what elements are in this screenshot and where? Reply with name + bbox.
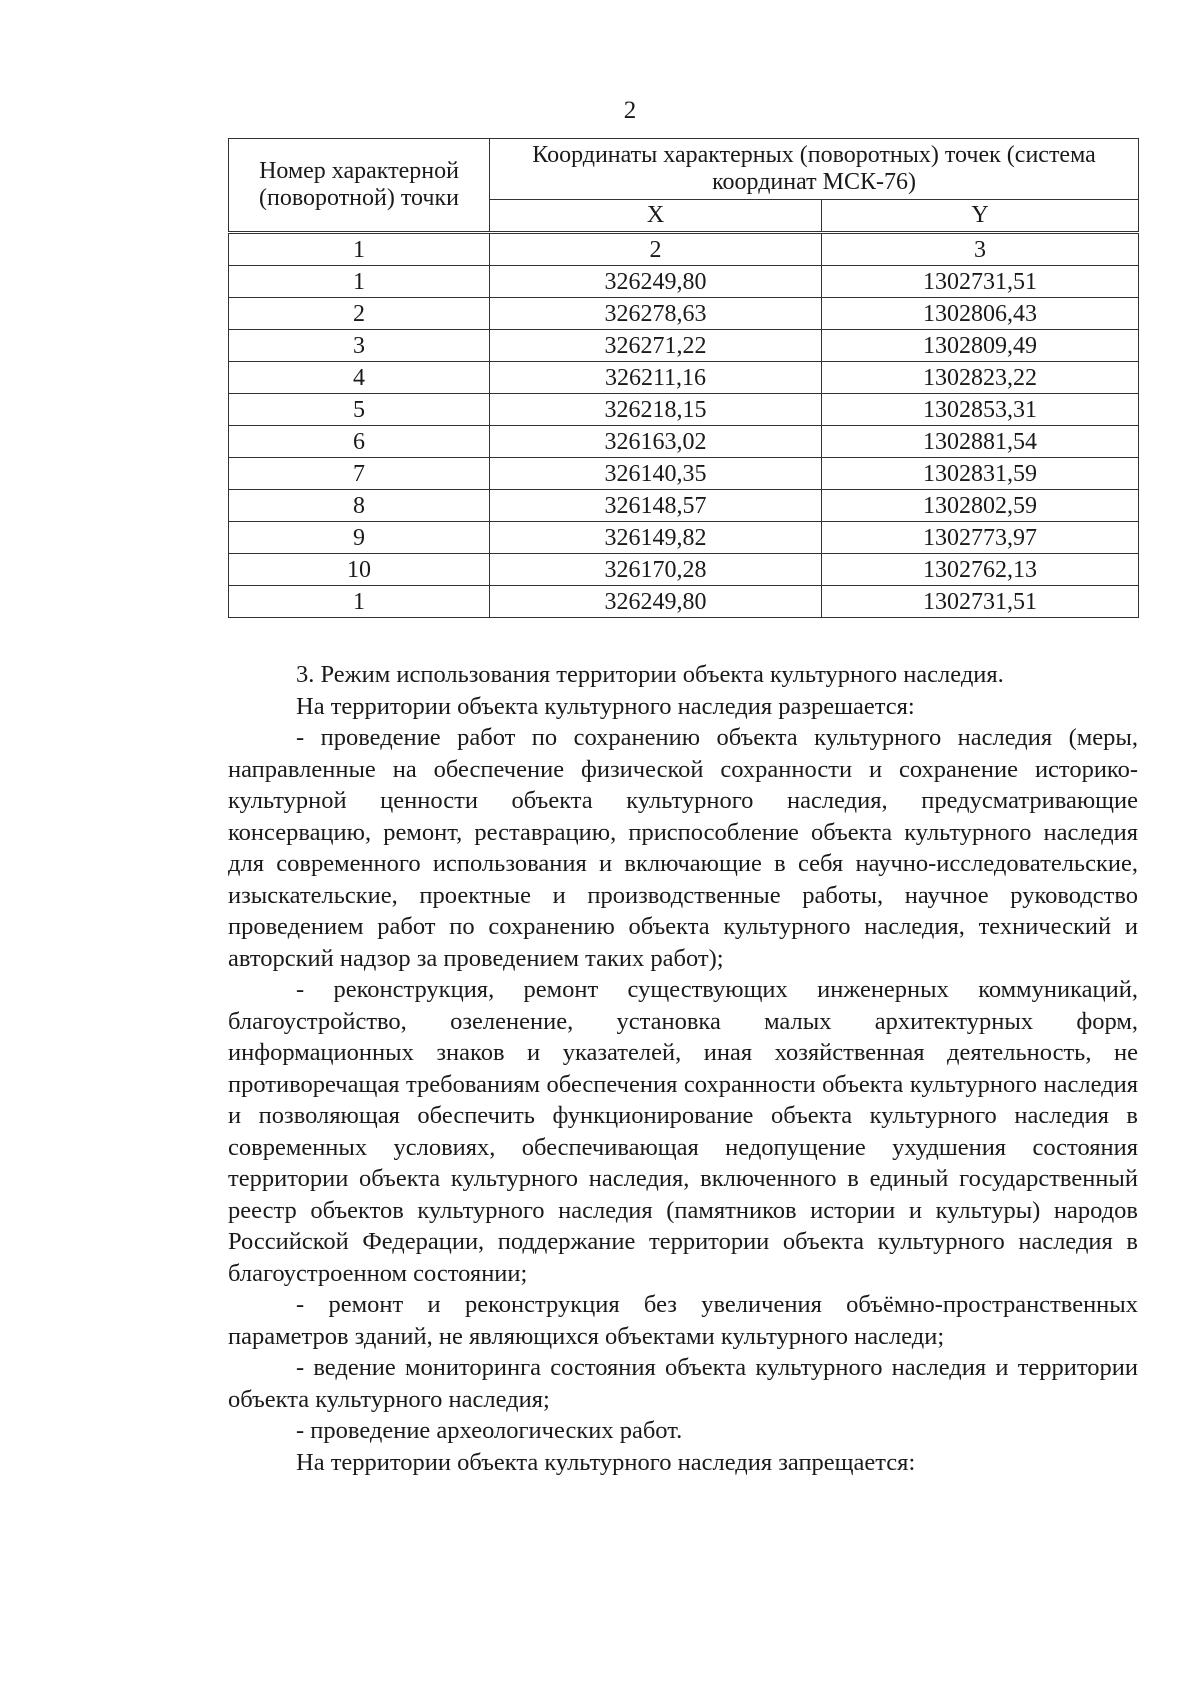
x-coordinate-cell: 326249,80 [490, 266, 822, 298]
header-x: X [490, 200, 822, 233]
column-index-row [229, 233, 1139, 266]
table-row [229, 522, 1139, 554]
table-row [229, 490, 1139, 522]
page-number: 2 [623, 97, 637, 124]
y-coordinate-cell: 1302731,51 [822, 266, 1139, 298]
x-coordinate-cell: 326163,02 [490, 426, 822, 458]
x-coordinate-cell: 326148,57 [490, 490, 822, 522]
point-number-cell: 1 [229, 586, 490, 618]
x-coordinate-cell: 326140,35 [490, 458, 822, 490]
header-y: Y [822, 200, 1139, 233]
x-coordinate-cell: 326170,28 [490, 554, 822, 586]
header-coordinates: Координаты характерных (поворотных) точек (система координат МСК-76) [490, 139, 1139, 200]
x-coordinate-cell: 326271,22 [490, 330, 822, 362]
y-coordinate-cell: 1302881,54 [822, 426, 1139, 458]
x-coordinate-cell: 326218,15 [490, 394, 822, 426]
paragraph: - ведение мониторинга состояния объекта культурного наследия и территории объекта культурного наследия; [228, 1354, 1138, 1413]
y-coordinate-cell: 1302731,51 [822, 586, 1139, 618]
point-number-cell: 8 [229, 490, 490, 522]
table-row [229, 586, 1139, 618]
paragraph: 3. Режим использования территории объекта культурного наследия. [296, 661, 1004, 688]
paragraph: - ремонт и реконструкция без увеличения объёмно-пространственных параметров зданий, не являющихся объектами культурного наследи; [228, 1291, 1138, 1350]
table-row [229, 298, 1139, 330]
y-coordinate-cell: 1302773,97 [822, 522, 1139, 554]
x-coordinate-cell: 326249,80 [490, 586, 822, 618]
table-row [229, 554, 1139, 586]
table-row [229, 330, 1139, 362]
header-point-number: Номер характерной (поворотной) точки [229, 139, 490, 233]
body-text [228, 659, 1138, 1478]
x-coordinate-cell: 326278,63 [490, 298, 822, 330]
point-number-cell: 4 [229, 362, 490, 394]
point-number-cell: 7 [229, 458, 490, 490]
y-coordinate-cell: 1302762,13 [822, 554, 1139, 586]
column-index-cell: 1 [229, 233, 490, 266]
y-coordinate-cell: 1302809,49 [822, 330, 1139, 362]
point-number-cell: 1 [229, 266, 490, 298]
y-coordinate-cell: 1302853,31 [822, 394, 1139, 426]
table-row [229, 362, 1139, 394]
table-row [229, 394, 1139, 426]
x-coordinate-cell: 326149,82 [490, 522, 822, 554]
point-number-cell: 2 [229, 298, 490, 330]
y-coordinate-cell: 1302802,59 [822, 490, 1139, 522]
point-number-cell: 6 [229, 426, 490, 458]
y-coordinate-cell: 1302831,59 [822, 458, 1139, 490]
table-row [229, 458, 1139, 490]
column-index-cell: 3 [822, 233, 1139, 266]
paragraph: - реконструкция, ремонт существующих инженерных коммуникаций, благоустройство, озеленение, установка малых архитектурных форм, информационных знаков и указателей, иная хозяйственная деятельность, не противоречащая требованиям обеспечения сохранности объекта культурного наследия и позволяющая обеспечить функционирование объекта культурного наследия в современных условиях, обеспечивающая недопущение ухудшения состояния территории объекта культурного наследия, включенного в единый государственный реестр объектов культурного наследия (памятников истории и культуры) народов Российской Федерации, поддержание территории объекта культурного наследия в благоустроенном состоянии; [228, 976, 1138, 1287]
point-number-cell: 3 [229, 330, 490, 362]
paragraph: - проведение археологических работ. [296, 1417, 683, 1444]
paragraph: На территории объекта культурного наследия запрещается: [296, 1448, 916, 1476]
paragraph: На территории объекта культурного наследия разрешается: [296, 692, 915, 720]
column-index-cell: 2 [490, 233, 822, 266]
y-coordinate-cell: 1302823,22 [822, 362, 1139, 394]
point-number-cell: 10 [229, 554, 490, 586]
table-row [229, 426, 1139, 458]
coordinates-table [228, 138, 1139, 618]
x-coordinate-cell: 326211,16 [490, 362, 822, 394]
point-number-cell: 9 [229, 522, 490, 554]
paragraph: - проведение работ по сохранению объекта культурного наследия (меры, направленные на обеспечение физической сохранности и сохранение историко-культурной ценности объекта культурного наследия, предусматривающие консервацию, ремонт, реставрацию, приспособление объекта культурного наследия для современного использования и включающие в себя научно-исследовательские, изыскательские, проектные и производственные работы, научное руководство проведением работ по сохранению объекта культурного наследия, технический и авторский надзор за проведением таких работ); [228, 724, 1138, 972]
point-number-cell: 5 [229, 394, 490, 426]
table-row [229, 266, 1139, 298]
y-coordinate-cell: 1302806,43 [822, 298, 1139, 330]
